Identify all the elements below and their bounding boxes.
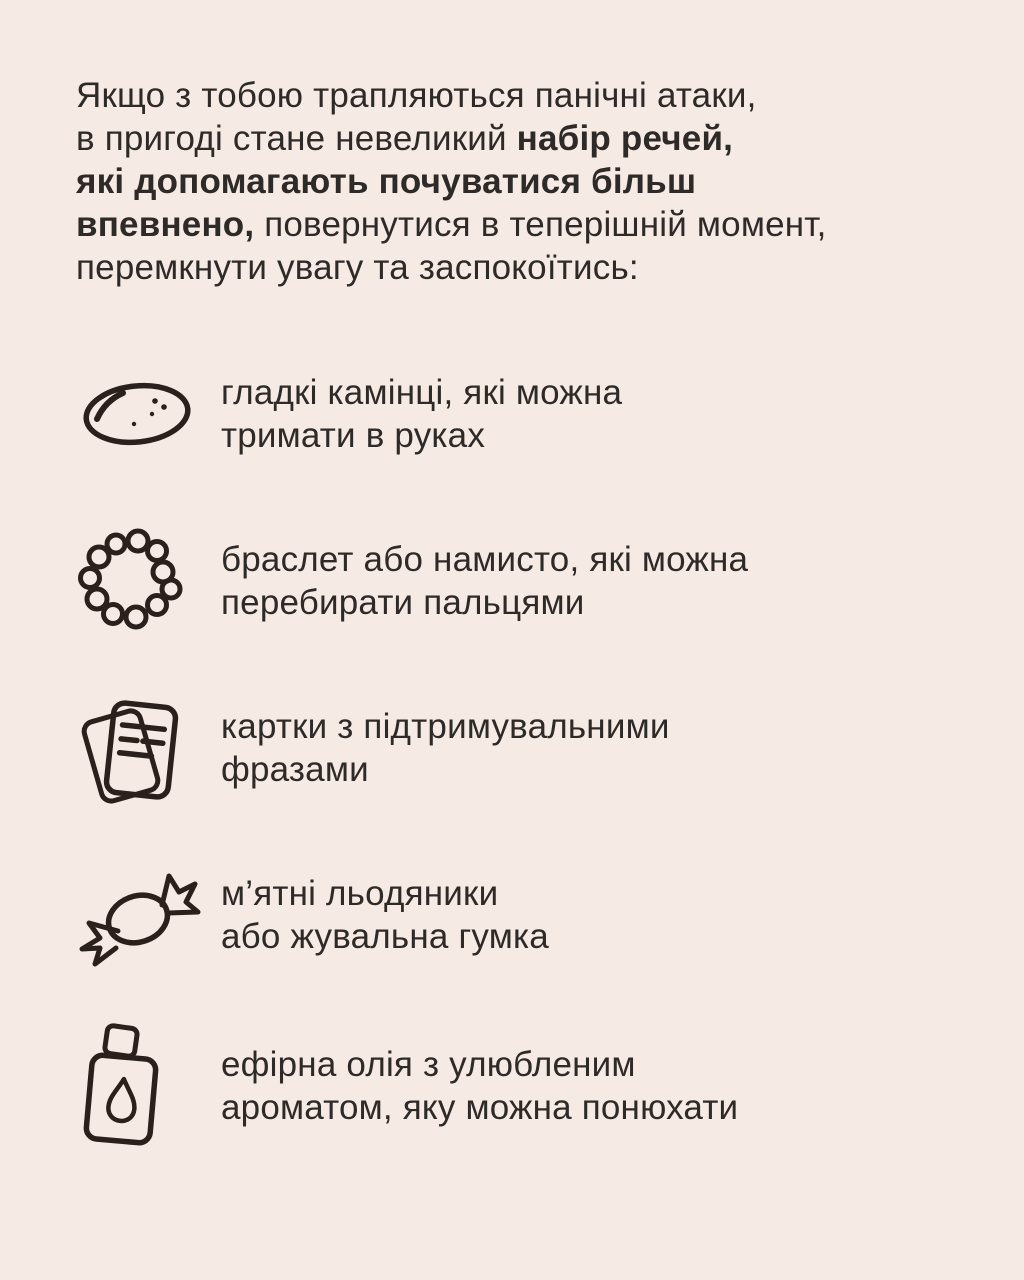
list-item	[76, 353, 974, 475]
list-item-text: браслет або намисто, які можна перебирати пальцями	[221, 540, 749, 622]
list-item	[76, 520, 974, 642]
list-item	[76, 854, 974, 976]
list-item	[76, 1021, 974, 1151]
intro-line: які допомагають почуватися більш	[76, 162, 697, 201]
list-item-text: гладкі камінці, які можна тримати в руках	[221, 373, 623, 455]
list-item-text: м’ятні льодяники або жувальна гумка	[221, 874, 549, 956]
intro-line: в пригоді стане невеликий набір речей,	[76, 119, 734, 158]
items-list	[76, 353, 974, 1151]
intro-line: перемкнути увагу та заспокоїтись:	[76, 248, 639, 287]
list-item-text: ефірна олія з улюбленим ароматом, яку можна понюхати	[221, 1045, 739, 1127]
beads-icon	[76, 527, 221, 635]
intro-line: впевнено, повернутися в теперішній момент,	[76, 205, 827, 244]
stone-icon	[76, 373, 221, 455]
list-item-text: картки з підтримувальними фразами	[221, 707, 670, 789]
intro-paragraph	[76, 74, 974, 289]
list-item	[76, 687, 974, 809]
intro-line: Якщо з тобою трапляються панічні атаки,	[76, 76, 757, 115]
candy-icon	[76, 861, 221, 969]
oil-bottle-icon	[76, 1021, 221, 1151]
cards-icon	[76, 689, 221, 807]
